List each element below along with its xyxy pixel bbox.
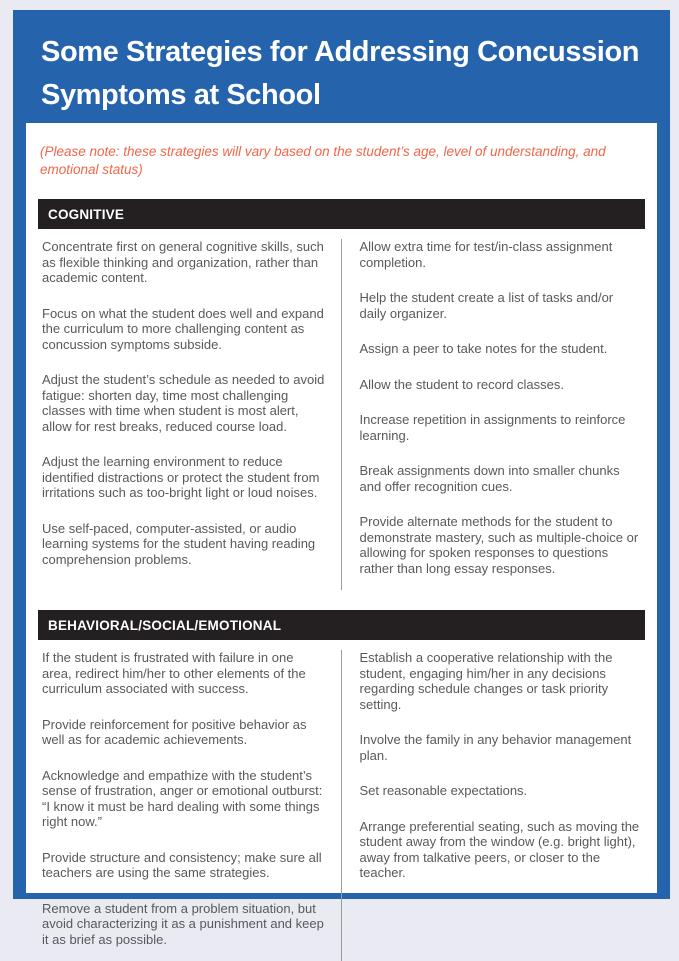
behavioral-columns	[38, 650, 645, 961]
strategy-item: If the student is frustrated with failure in one area, redirect him/her to other elements of the curriculum associated with success.	[42, 650, 306, 696]
strategy-item: Provide reinforcement for positive behavior as well as for academic achievements.	[42, 716, 307, 747]
section-header-cognitive: COGNITIVE	[38, 199, 645, 229]
strategy-item: Provide structure and consistency; make sure all teachers are using the same strategies.	[42, 849, 322, 880]
page-title: Some Strategies for Addressing Concussion Symptoms at School	[41, 36, 640, 111]
strategy-item: Remove a student from a problem situation, but avoid characterizing it as a punishment and keep it as brief as possible.	[42, 900, 324, 947]
strategy-item: Adjust the student’s schedule as needed to avoid fatigue: shorten day, time most challenging classes with time when student is most alert, allow for rest breaks, reduced course load.	[42, 372, 325, 434]
strategy-item: Arrange preferential seating, such as moving the student away from the window (e.g. bright light), away from talkative peers, or closer to the teacher.	[359, 818, 640, 880]
strategy-item: Set reasonable expectations.	[359, 783, 528, 798]
document-header	[13, 10, 670, 123]
behavioral-left-column	[38, 650, 342, 961]
strategy-item: Concentrate first on general cognitive skills, such as flexible thinking and organization, rather than academic content.	[42, 239, 324, 285]
strategy-item: Acknowledge and empathize with the student’s sense of frustration, anger or emotional outburst: “I know it must be hard dealing with some things right now.”	[42, 767, 323, 829]
note-text: (Please note: these strategies will vary based on the student’s age, level of understanding, and emotional status)	[40, 144, 606, 177]
strategy-item: Assign a peer to take notes for the student.	[359, 341, 608, 356]
strategy-item: Adjust the learning environment to reduce identified distractions or protect the student from irritations such as too-bright light or loud noises.	[42, 454, 320, 500]
strategy-item: Focus on what the student does well and expand the curriculum to more challenging content as concussion symptoms subside.	[42, 305, 324, 352]
cognitive-columns	[38, 239, 645, 590]
document-page	[13, 10, 670, 947]
strategy-item: Establish a cooperative relationship with the student, engaging him/her in any decisions regarding schedule changes or task priority setting.	[359, 650, 613, 712]
strategy-item: Help the student create a list of tasks and/or daily organizer.	[359, 290, 614, 321]
strategy-item: Use self-paced, computer-assisted, or audio learning systems for the student having reading comprehension problems.	[42, 520, 316, 567]
section-header-behavioral: BEHAVIORAL/SOCIAL/EMOTIONAL	[38, 610, 645, 640]
strategy-item: Allow the student to record classes.	[359, 376, 564, 392]
cognitive-right-column	[342, 239, 646, 590]
document-body	[26, 123, 657, 947]
strategy-item: Allow extra time for test/in-class assignment completion.	[359, 239, 613, 270]
strategy-item: Involve the family in any behavior management plan.	[359, 732, 632, 763]
cognitive-left-column	[38, 239, 342, 590]
strategy-item: Break assignments down into smaller chunks and offer recognition cues.	[359, 463, 620, 494]
strategy-item: Increase repetition in assignments to reinforce learning.	[359, 412, 626, 443]
strategy-item: Provide alternate methods for the student to demonstrate mastery, such as multiple-choice or allowing for spoken responses to questions rather than long essay responses.	[359, 514, 639, 576]
behavioral-right-column	[342, 650, 646, 961]
